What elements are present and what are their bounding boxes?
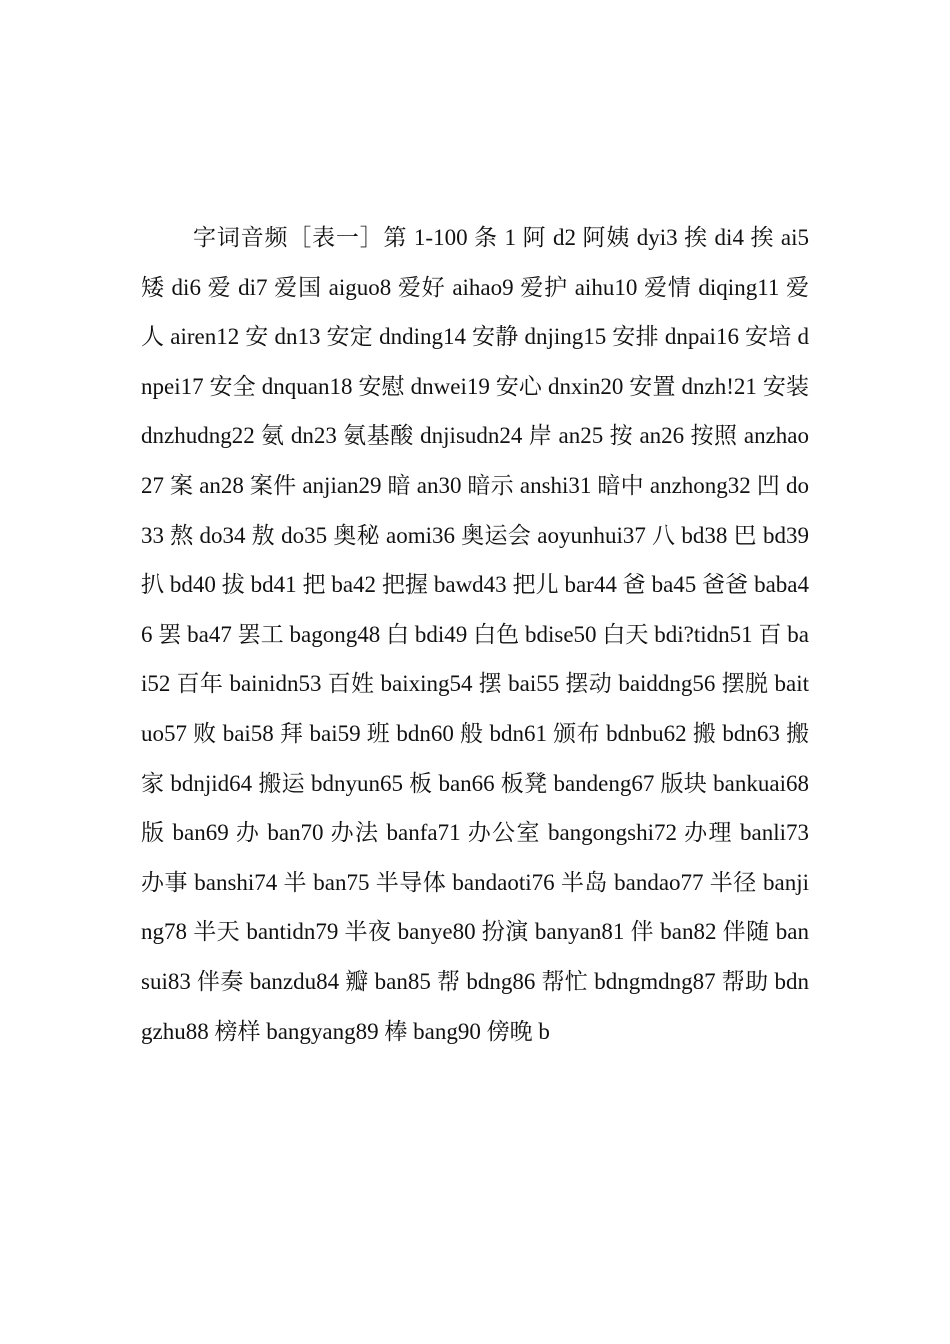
body-paragraph: 字词音频［表一］第 1-100 条 1 阿 d2 阿姨 dyi3 挨 di4 挨 ai5 矮 di6 爱 di7 爱国 aiguo8 爱好 aihao9 爱护 aihu10 爱情 diqing11 爱人 airen12 安 dn13 安定 dnding14 安静 dnjing15 安排 dnpai16 安培 dnpei17 安全 dnquan18 安慰 dnwei19 安心 dnxin20 安置 dnzh!21 安装 dnzhudng22 氨 dn23 氨基酸 dnjisudn24 岸 an25 按 an26 按照 anzhao27 案 an28 案件 anjian29 暗 an30 暗示 anshi31 暗中 anzhong32 凹 do33 熬 do34 敖 do35 奥秘 aomi36 奥运会 aoyunhui37 八 bd38 巴 bd39 扒 bd40 拔 bd41 把 ba42 把握 bawd43 把儿 bar44 爸 ba45 爸爸 baba46 罢 ba47 罢工 bagong48 白 bdi49 白色 bdise50 白天 bdi?tidn51 百 bai52 百年 bainidn53 百姓 baixing54 摆 bai55 摆动 baiddng56 摆脱 baituo57 败 bai58 拜 bai59 班 bdn60 般 bdn61 颁布 bdnbu62 搬 bdn63 搬家 bdnjid64 搬运 bdnyun65 板 ban66 板凳 bandeng67 版块 bankuai68 版 ban69 办 ban70 办法 banfa71 办公室 bangongshi72 办理 banli73 办事 banshi74 半 ban75 半导体 bandaoti76 半岛 bandao77 半径 banjing78 半天 bantidn79 半夜 banye80 扮演 banyan81 伴 ban82 伴随 bansui83 伴奏 banzdu84 瓣 ban85 帮 bdng86 帮忙 bdngmdng87 帮助 bdngzhu88 榜样 bangyang89 棒 bang90 傍晚 b [141,225,809,1044]
